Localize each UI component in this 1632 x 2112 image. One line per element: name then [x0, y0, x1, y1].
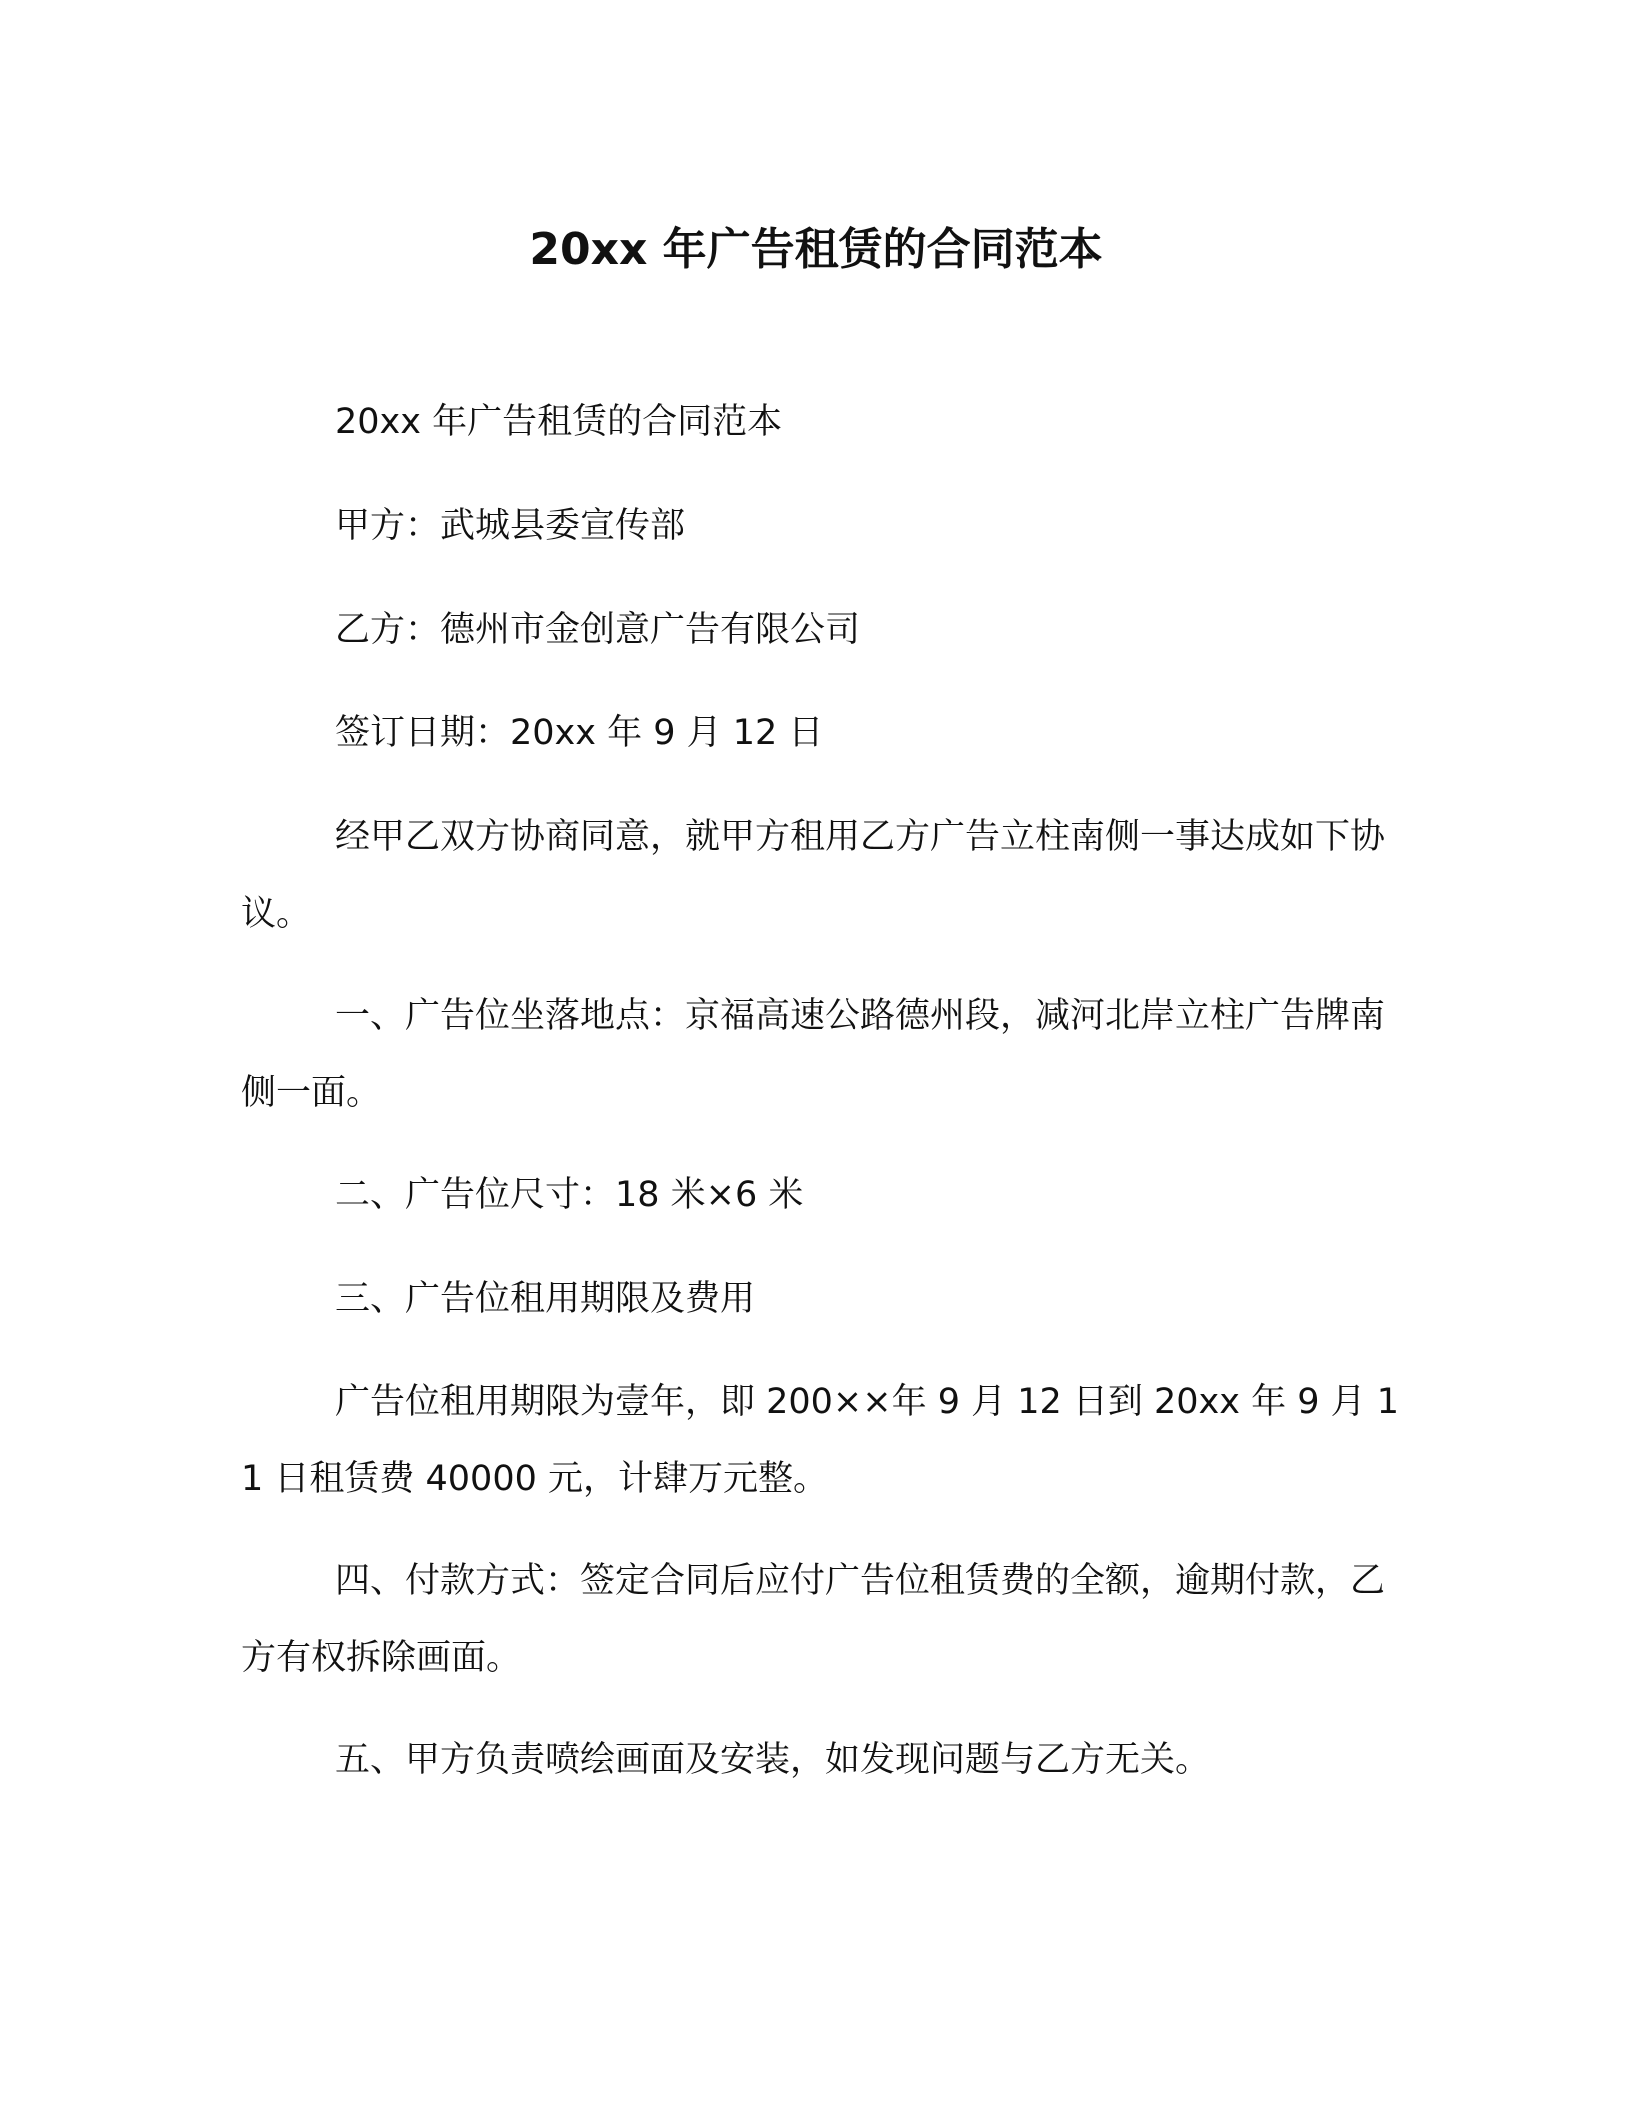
paragraph-party-a: 甲方：武城县委宣传部	[335, 506, 686, 546]
paragraph-party-b: 乙方：德州市金创意广告有限公司	[335, 610, 861, 650]
paragraph-signing-date: 签订日期：20xx 年 9 月 12 日	[335, 713, 824, 753]
paragraph-clause-4: 四、付款方式：签定合同后应付广告位租赁费的全额，逾期付款，乙方有权拆除画面。	[241, 1561, 1386, 1678]
document-title: 20xx 年广告租赁的合同范本	[529, 224, 1103, 275]
paragraph-clause-2: 二、广告位尺寸：18 米×6 米	[335, 1175, 804, 1215]
paragraph-agreement: 经甲乙双方协商同意，就甲方租用乙方广告立柱南侧一事达成如下协议。	[241, 817, 1386, 934]
paragraph-subtitle: 20xx 年广告租赁的合同范本	[335, 402, 783, 442]
paragraph-clause-3: 三、广告位租用期限及费用	[335, 1279, 756, 1319]
paragraph-clause-5: 五、甲方负责喷绘画面及安装，如发现问题与乙方无关。	[335, 1740, 1211, 1780]
paragraph-lease-term: 广告位租用期限为壹年，即 200××年 9 月 12 日到 20xx 年 9 月 11 日租赁费 40000 元，计肆万元整。	[241, 1382, 1400, 1499]
paragraph-clause-1: 一、广告位坐落地点：京福高速公路德州段，减河北岸立柱广告牌南侧一面。	[241, 996, 1386, 1113]
